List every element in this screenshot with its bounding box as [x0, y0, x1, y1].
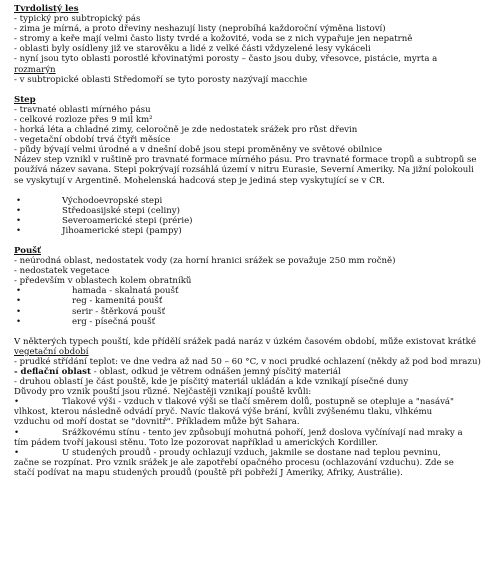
bullet-icon: •	[16, 306, 22, 317]
text-line: - deflační oblast - oblast, odkud je větrem odnášen jemný písčitý materiál	[14, 367, 341, 377]
list-item: • hamada - skalnatá poušť	[16, 286, 179, 297]
list-item: • Severoamerické stepi (prérie)	[16, 215, 193, 226]
list-item: • U studených proudů - proudy ochlazují vzduch, jakmile se dostane nad teplou pevninu, začne se rozpínat. Pro vznik srážek je ale zapotřebí opačného procesu (ochlazování vzduchu). Zde se stačí podívat na mapu studených proudů (pouště při pobřeží J Ameriky, Afriky, Austrálie).	[14, 447, 454, 478]
text-line: vegetační období	[14, 346, 89, 357]
text-line: rozmarýn	[14, 64, 56, 75]
text-line: - horká léta a chladné zimy, celoročně je zde nedostatek srážek pro růst dřevin	[14, 125, 358, 136]
bullet-icon: •	[16, 205, 22, 216]
list-item: • serir - štěrková poušť	[16, 306, 166, 317]
text-line: - zima je mírná, a proto dřeviny neshazují listy (neprobíhá každoroční výměna listoví)	[14, 24, 386, 35]
text-line: se vyskytují v Argentině. Mohelenská hadcová step je jediná step vyskytující se v ČR.	[14, 175, 385, 186]
text-line: - stromy a keře mají velmi často listy tvrdé a kožovité, voda se z nich vypařuje jen nepatrně	[14, 34, 413, 45]
section-heading: Tvrdolistý les	[14, 4, 79, 14]
text-line: - typický pro subtropický pás	[14, 14, 141, 25]
text-line: používá název savana. Stepi pokrývají rozsáhlá území v nitru Eurasie, Severní Ameriky. Na jižní polokouli	[14, 165, 474, 176]
list-item: • reg - kamenitá poušť	[16, 296, 163, 307]
list-item: • erg - písečná poušť	[16, 316, 156, 327]
section-heading: Step	[14, 94, 36, 105]
bullet-icon: •	[14, 397, 20, 408]
list-item: • Východoevropské stepi	[16, 195, 163, 206]
text-line: - oblasti byly osídleny již ve starověku a lidé z velké části vždyzelené lesy vykáceli	[14, 44, 371, 55]
text-line: - druhou oblastí je část pouště, kde je písčitý materiál ukládán a kde vznikají písečné duny	[14, 377, 409, 388]
bullet-icon: •	[14, 447, 20, 458]
text-line: - neúrodná oblast, nedostatek vody (za horní hranici srážek se považuje 250 mm ročně)	[14, 256, 396, 267]
text-line: - vegetační období trvá čtyři měsíce	[14, 135, 171, 146]
bullet-icon: •	[16, 195, 22, 206]
section-tvrdolisty-les	[14, 4, 482, 85]
bullet-icon: •	[14, 427, 20, 438]
spacer	[14, 327, 482, 337]
text-line: V některých typech pouští, kde přídělí srážek padá naráz v úzkém časovém období, může existovat krátké	[14, 336, 476, 347]
deflace-label: - deflační oblast	[14, 367, 91, 377]
spacer	[14, 186, 482, 196]
list-item: • Tlakové výši - vzduch v tlakové výši se tlačí směrem dolů, postupně se otepluje a "nasává" vlhkost, kterou následně odvádí pryč. Navíc tlaková výše brání, kvůli zvýšenému tlaku, vlhkému vzduchu od moří dostat se "dovnitř". Příkladem může být Sahara.	[14, 397, 455, 428]
text-line: - především v oblastech kolem obratníků	[14, 276, 192, 287]
text-line: - celkové rozloze přes 9 mil km²	[14, 114, 153, 125]
section-heading: Poušť	[14, 245, 42, 256]
text-line: - nedostatek vegetace	[14, 266, 110, 277]
list-item: • Středoasijské stepi (celiny)	[16, 205, 181, 216]
section-poust	[14, 246, 482, 478]
list-item: • Jihoamerické stepi (pampy)	[16, 225, 182, 236]
text-line: Název step vznikl v ruštině pro travnaté formace mírného pásu. Pro travnaté formace tropů a subtropů se	[14, 155, 477, 166]
spacer	[14, 85, 482, 95]
text-line: Důvody pro vznik pouští jsou různé. Nejčastěji vznikají pouště kvůli:	[14, 387, 312, 398]
bullet-icon: •	[16, 286, 22, 297]
text-line: - prudké střídání teplot: ve dne vedra až nad 50 – 60 °C, v noci prudké ochlazení (někdy až pod bod mrazu)	[14, 356, 481, 367]
bullet-icon: •	[16, 215, 22, 226]
text-line: - v subtropické oblasti Středomoří se tyto porosty nazývají macchie	[14, 74, 308, 85]
bullet-icon: •	[16, 316, 22, 327]
text-line: - travnaté oblasti mírného pásu	[14, 104, 151, 115]
text-line: - nyní jsou tyto oblasti porostlé křovinatými porosty – často jsou duby, vřesovce, pistácie, myrta a	[14, 54, 438, 65]
spacer	[14, 236, 482, 246]
section-step	[14, 95, 482, 236]
list-item: • Srážkovému stínu - tento jev způsobují mohutná pohoří, jenž doslova vyčínívají nad mraky a tím pádem tvoří jakousi stěnu. Toto lze pozorovat například u amerických Kordiller.	[14, 427, 463, 448]
text-line: - půdy bývají velmi úrodné a v dnešní době jsou stepi proměněny ve světové obilnice	[14, 145, 383, 156]
bullet-icon: •	[16, 225, 22, 236]
bullet-icon: •	[16, 296, 22, 307]
